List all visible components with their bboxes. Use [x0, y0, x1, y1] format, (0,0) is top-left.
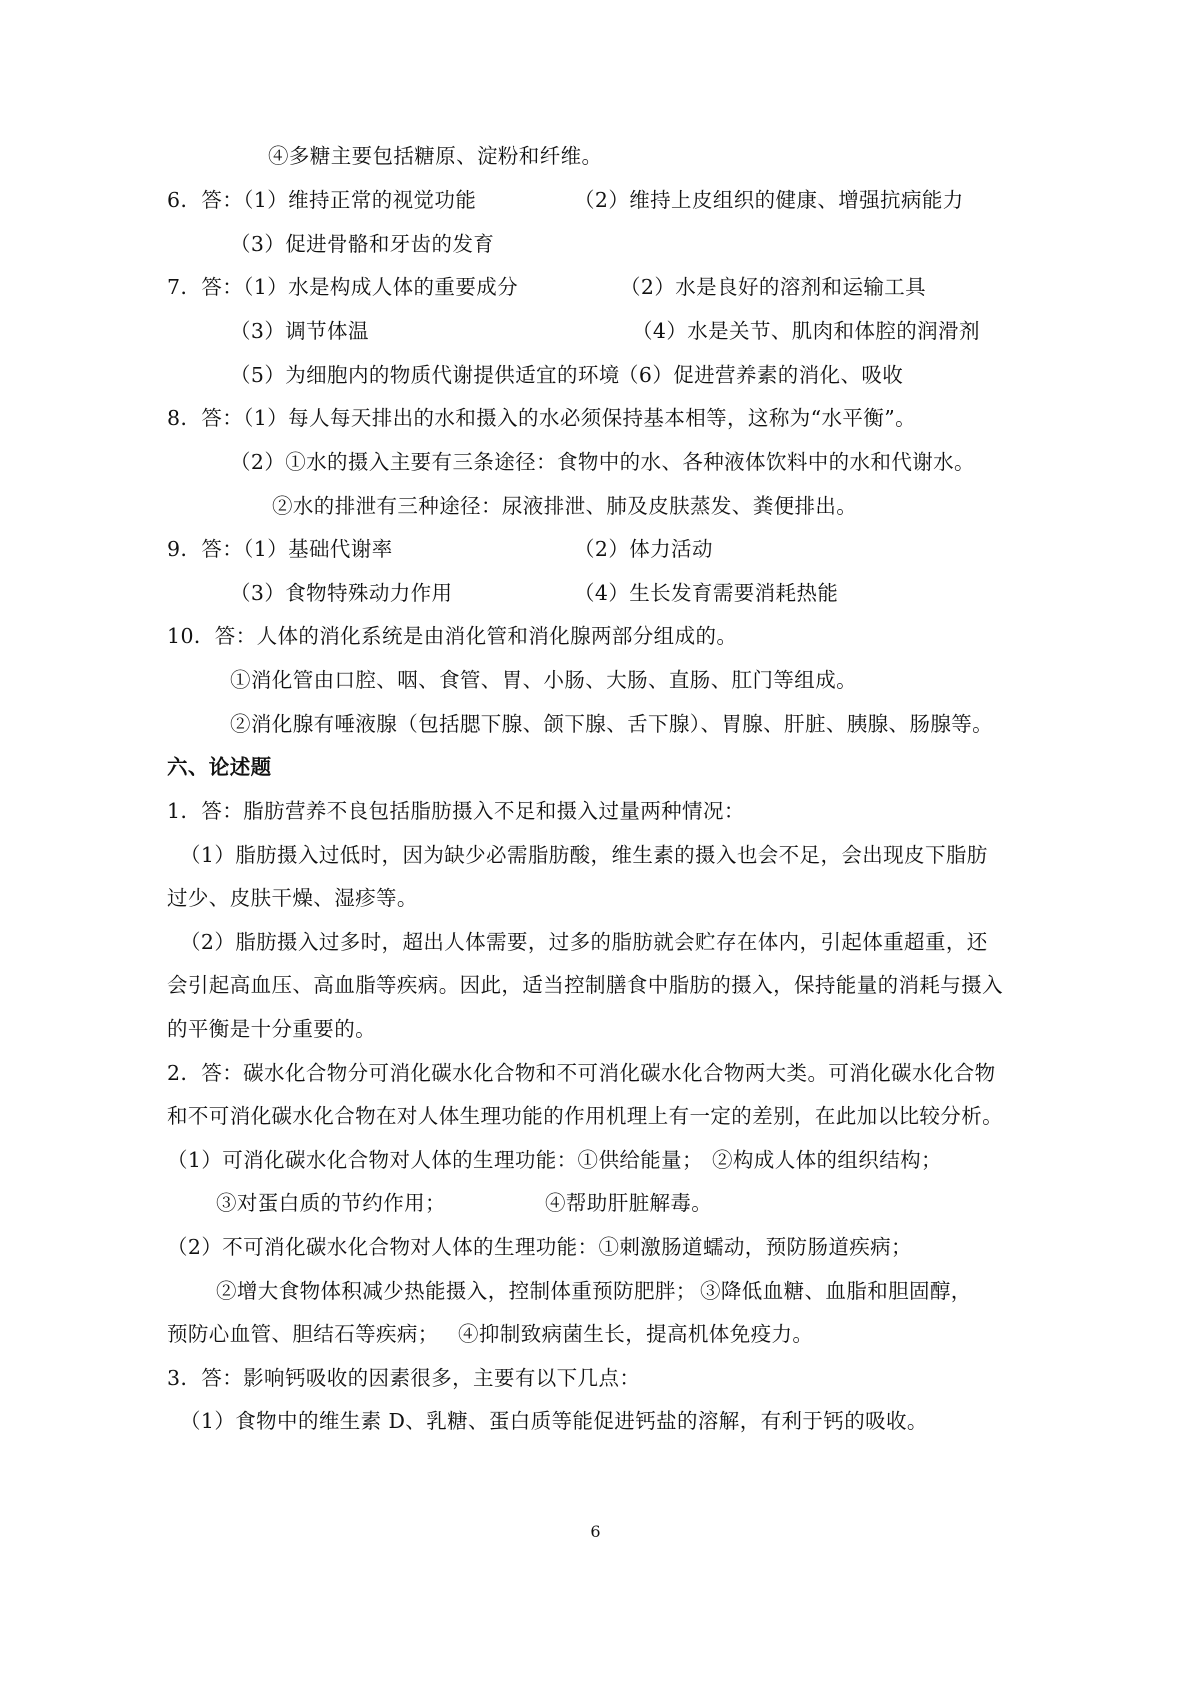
text-line: （3）促进骨骼和牙齿的发育	[230, 232, 495, 256]
text-line: ②消化腺有唾液腺（包括腮下腺、颌下腺、舌下腺）、胃腺、肝脏、胰腺、肠腺等。	[230, 712, 994, 736]
text-line: （1）脂肪摄入过低时，因为缺少必需脂肪酸，维生素的摄入也会不足，会出现皮下脂肪	[180, 843, 988, 867]
text-line: ②增大食物体积减少热能摄入，控制体重预防肥胖；	[216, 1279, 697, 1303]
text-line: ③降低血糖、血脂和胆固醇，	[700, 1279, 972, 1303]
text-line: 3．答：影响钙吸收的因素很多，主要有以下几点：	[167, 1366, 641, 1390]
text-line: 2．答：碳水化合物分可消化碳水化合物和不可消化碳水化合物两大类。可消化碳水化合物	[167, 1061, 996, 1085]
text-line: ④多糖主要包括糖原、淀粉和纤维。	[268, 144, 603, 168]
text-line: （2）不可消化碳水化合物对人体的生理功能：①刺激肠道蠕动，预防肠道疾病；	[167, 1235, 912, 1259]
text-line: （2）体力活动	[574, 537, 713, 561]
text-line: ①消化管由口腔、咽、食管、胃、小肠、大肠、直肠、肛门等组成。	[230, 668, 857, 692]
text-line: （3）食物特殊动力作用	[230, 581, 453, 605]
text-line: 会引起高血压、高血脂等疾病。因此，适当控制膳食中脂肪的摄入，保持能量的消耗与摄入	[167, 973, 1003, 997]
text-line: 过少、皮肤干燥、湿疹等。	[167, 886, 418, 910]
text-line: ②水的排泄有三种途径：尿液排泄、肺及皮肤蒸发、粪便排出。	[272, 494, 858, 518]
page-number: 6	[590, 1522, 601, 1541]
text-line: 6．答：（1）维持正常的视觉功能	[167, 188, 477, 212]
text-line: 1．答：脂肪营养不良包括脂肪摄入不足和摄入过量两种情况：	[167, 799, 745, 823]
text-line: （4）生长发育需要消耗热能	[574, 581, 839, 605]
text-line: ③对蛋白质的节约作用；	[216, 1191, 446, 1215]
section-heading: 六、论述题	[167, 755, 272, 779]
text-line: （6）促进营养素的消化、吸收	[618, 363, 904, 387]
text-line: （2）维持上皮组织的健康、增强抗病能力	[574, 188, 964, 212]
text-line: （2）①水的摄入主要有三条途径：食物中的水、各种液体饮料中的水和代谢水。	[230, 450, 975, 474]
text-line: 9．答：（1）基础代谢率	[167, 537, 393, 561]
text-line: （2）水是良好的溶剂和运输工具	[620, 275, 927, 299]
text-line: 8．答：（1）每人每天排出的水和摄入的水必须保持基本相等，这称为“水平衡”。	[167, 406, 916, 430]
text-line: 7．答：（1）水是构成人体的重要成分	[167, 275, 519, 299]
text-line: ②构成人体的组织结构；	[712, 1148, 942, 1172]
text-line: （5）为细胞内的物质代谢提供适宜的环境	[230, 363, 620, 387]
text-line: 10．答：人体的消化系统是由消化管和消化腺两部分组成的。	[167, 624, 738, 648]
text-line: 预防心血管、胆结石等疾病；	[167, 1322, 439, 1346]
text-line: 的平衡是十分重要的。	[167, 1017, 376, 1041]
text-line: （4）水是关节、肌肉和体腔的润滑剂	[632, 319, 980, 343]
text-line: ④抑制致病菌生长，提高机体免疫力。	[458, 1322, 814, 1346]
text-line: ④帮助肝脏解毒。	[545, 1191, 713, 1215]
text-line: （2）脂肪摄入过多时，超出人体需要，过多的脂肪就会贮存在体内，引起体重超重，还	[180, 930, 988, 954]
text-line: （3）调节体温	[230, 319, 369, 343]
text-line: （1）可消化碳水化合物对人体的生理功能：①供给能量；	[167, 1148, 703, 1172]
text-line: （1）食物中的维生素 D、乳糖、蛋白质等能促进钙盐的溶解，有利于钙的吸收。	[180, 1409, 928, 1433]
text-line: 和不可消化碳水化合物在对人体生理功能的作用机理上有一定的差别，在此加以比较分析。	[167, 1104, 1003, 1128]
